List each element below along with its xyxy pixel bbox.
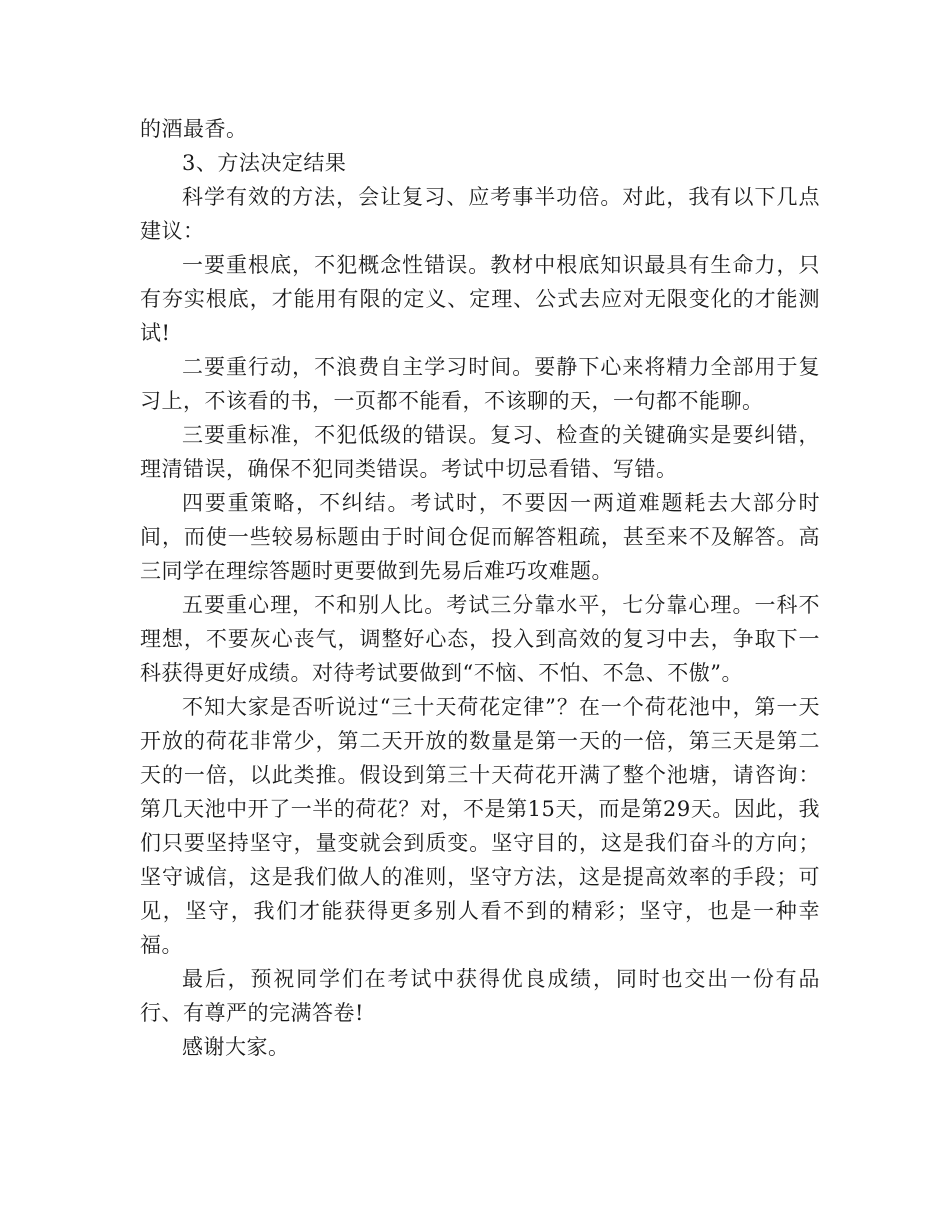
document-body — [140, 112, 820, 1064]
paragraph: 五要重心理，不和别人比。考试三分靠水平，七分靠心理。一科不理想，不要灰心丧气，调整好心态，投入到高效的复习中去，争取下一科获得更好成绩。对待考试要做到“不恼、不怕、不急、不傲”。 — [140, 593, 820, 685]
paragraph: 二要重行动，不浪费自主学习时间。要静下心来将精力全部用于复习上，不该看的书，一页都不能看，不该聊的天，一句都不能聊。 — [140, 355, 820, 413]
closing-line: 感谢大家。 — [182, 1035, 290, 1059]
paragraph: 最后，预祝同学们在考试中获得优良成绩，同时也交出一份有品行、有尊严的完满答卷! — [140, 967, 820, 1025]
paragraph: 科学有效的方法，会让复习、应考事半功倍。对此，我有以下几点建议： — [140, 185, 820, 243]
paragraph: 不知大家是否听说过“三十天荷花定律”？在一个荷花池中，第一天开放的荷花非常少，第二天开放的数量是第一天的一倍，第三天是第二天的一倍，以此类推。假设到第三十天荷花开满了整个池塘，请咨询：第几天池中开了一半的荷花？对，不是第15天，而是第29天。因此，我们只要坚持坚守，量变就会到质变。坚守目的，这是我们奋斗的方向；坚守诚信，这是我们做人的准则，坚守方法，这是提高效率的手段；可见，坚守，我们才能获得更多别人看不到的精彩；坚守，也是一种幸福。 — [140, 695, 820, 957]
paragraph: 四要重策略，不纠结。考试时，不要因一两道难题耗去大部分时间，而使一些较易标题由于时间仓促而解答粗疏，甚至来不及解答。高三同学在理综答题时更要做到先易后难巧攻难题。 — [140, 491, 820, 583]
paragraph: 一要重根底，不犯概念性错误。教材中根底知识最具有生命力，只有夯实根底，才能用有限的定义、定理、公式去应对无限变化的才能测试! — [140, 253, 820, 345]
paragraph: 三要重标准，不犯低级的错误。复习、检查的关键确实是要纠错，理清错误，确保不犯同类错误。考试中切忌看错、写错。 — [140, 423, 820, 481]
section-heading: 3、方法决定结果 — [182, 151, 347, 175]
paragraph: 的酒最香。 — [140, 117, 248, 141]
